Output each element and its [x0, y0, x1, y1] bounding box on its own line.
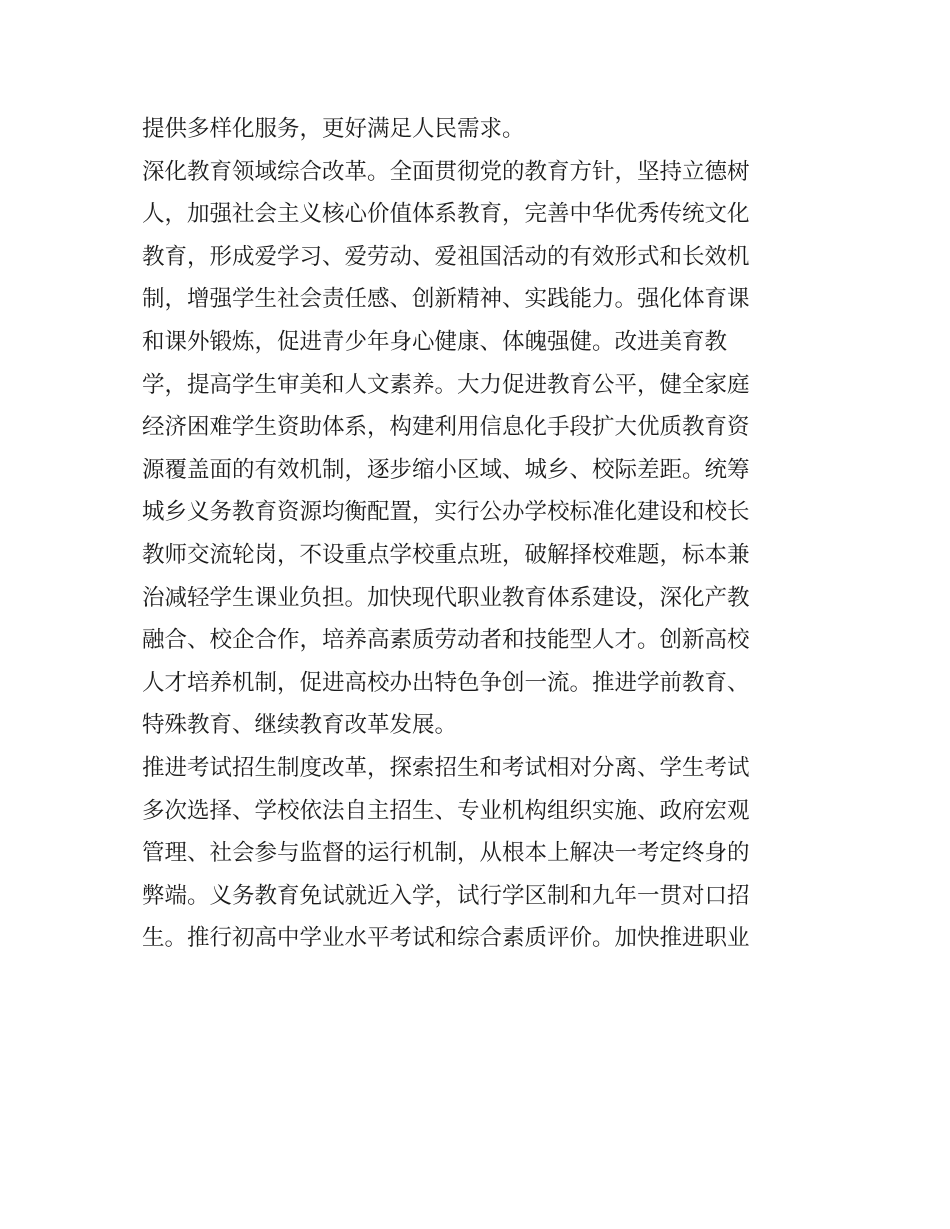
text-line: 人，加强社会主义核心价值体系教育，完善中华优秀传统文化 [142, 201, 750, 228]
text-line: 学，提高学生审美和人文素养。大力促进教育公平，健全家庭 [142, 371, 750, 398]
text-line: 经济困难学生资助体系，构建利用信息化手段扩大优质教育资 [142, 414, 750, 441]
text-line: 深化教育领域综合改革。全面贯彻党的教育方针，坚持立德树 [142, 158, 750, 185]
text-line: 特殊教育、继续教育改革发展。 [142, 712, 458, 739]
text-line: 推进考试招生制度改革，探索招生和考试相对分离、学生考试 [142, 754, 750, 781]
text-line: 教育，形成爱学习、爱劳动、爱祖国活动的有效形式和长效机 [142, 243, 750, 270]
text-line: 生。推行初高中学业水平考试和综合素质评价。加快推进职业 [142, 925, 750, 952]
text-line: 城乡义务教育资源均衡配置，实行公办学校标准化建设和校长 [142, 499, 750, 526]
text-line: 弊端。义务教育免试就近入学，试行学区制和九年一贯对口招 [142, 882, 750, 909]
text-line: 和课外锻炼，促进青少年身心健康、体魄强健。改进美育教 [142, 328, 728, 355]
text-line: 教师交流轮岗，不设重点学校重点班，破解择校难题，标本兼 [142, 541, 750, 568]
text-line: 源覆盖面的有效机制，逐步缩小区域、城乡、校际差距。统筹 [142, 456, 750, 483]
text-line: 制，增强学生社会责任感、创新精神、实践能力。强化体育课 [142, 286, 750, 313]
text-line: 提供多样化服务，更好满足人民需求。 [142, 116, 525, 142]
text-line: 治减轻学生课业负担。加快现代职业教育体系建设，深化产教 [142, 584, 750, 611]
document-body [142, 108, 822, 960]
text-line: 多次选择、学校依法自主招生、专业机构组织实施、政府宏观 [142, 797, 750, 824]
text-line: 融合、校企合作，培养高素质劳动者和技能型人才。创新高校 [142, 627, 750, 654]
text-line: 管理、社会参与监督的运行机制，从根本上解决一考定终身的 [142, 840, 750, 867]
text-line: 人才培养机制，促进高校办出特色争创一流。推进学前教育、 [142, 669, 750, 696]
